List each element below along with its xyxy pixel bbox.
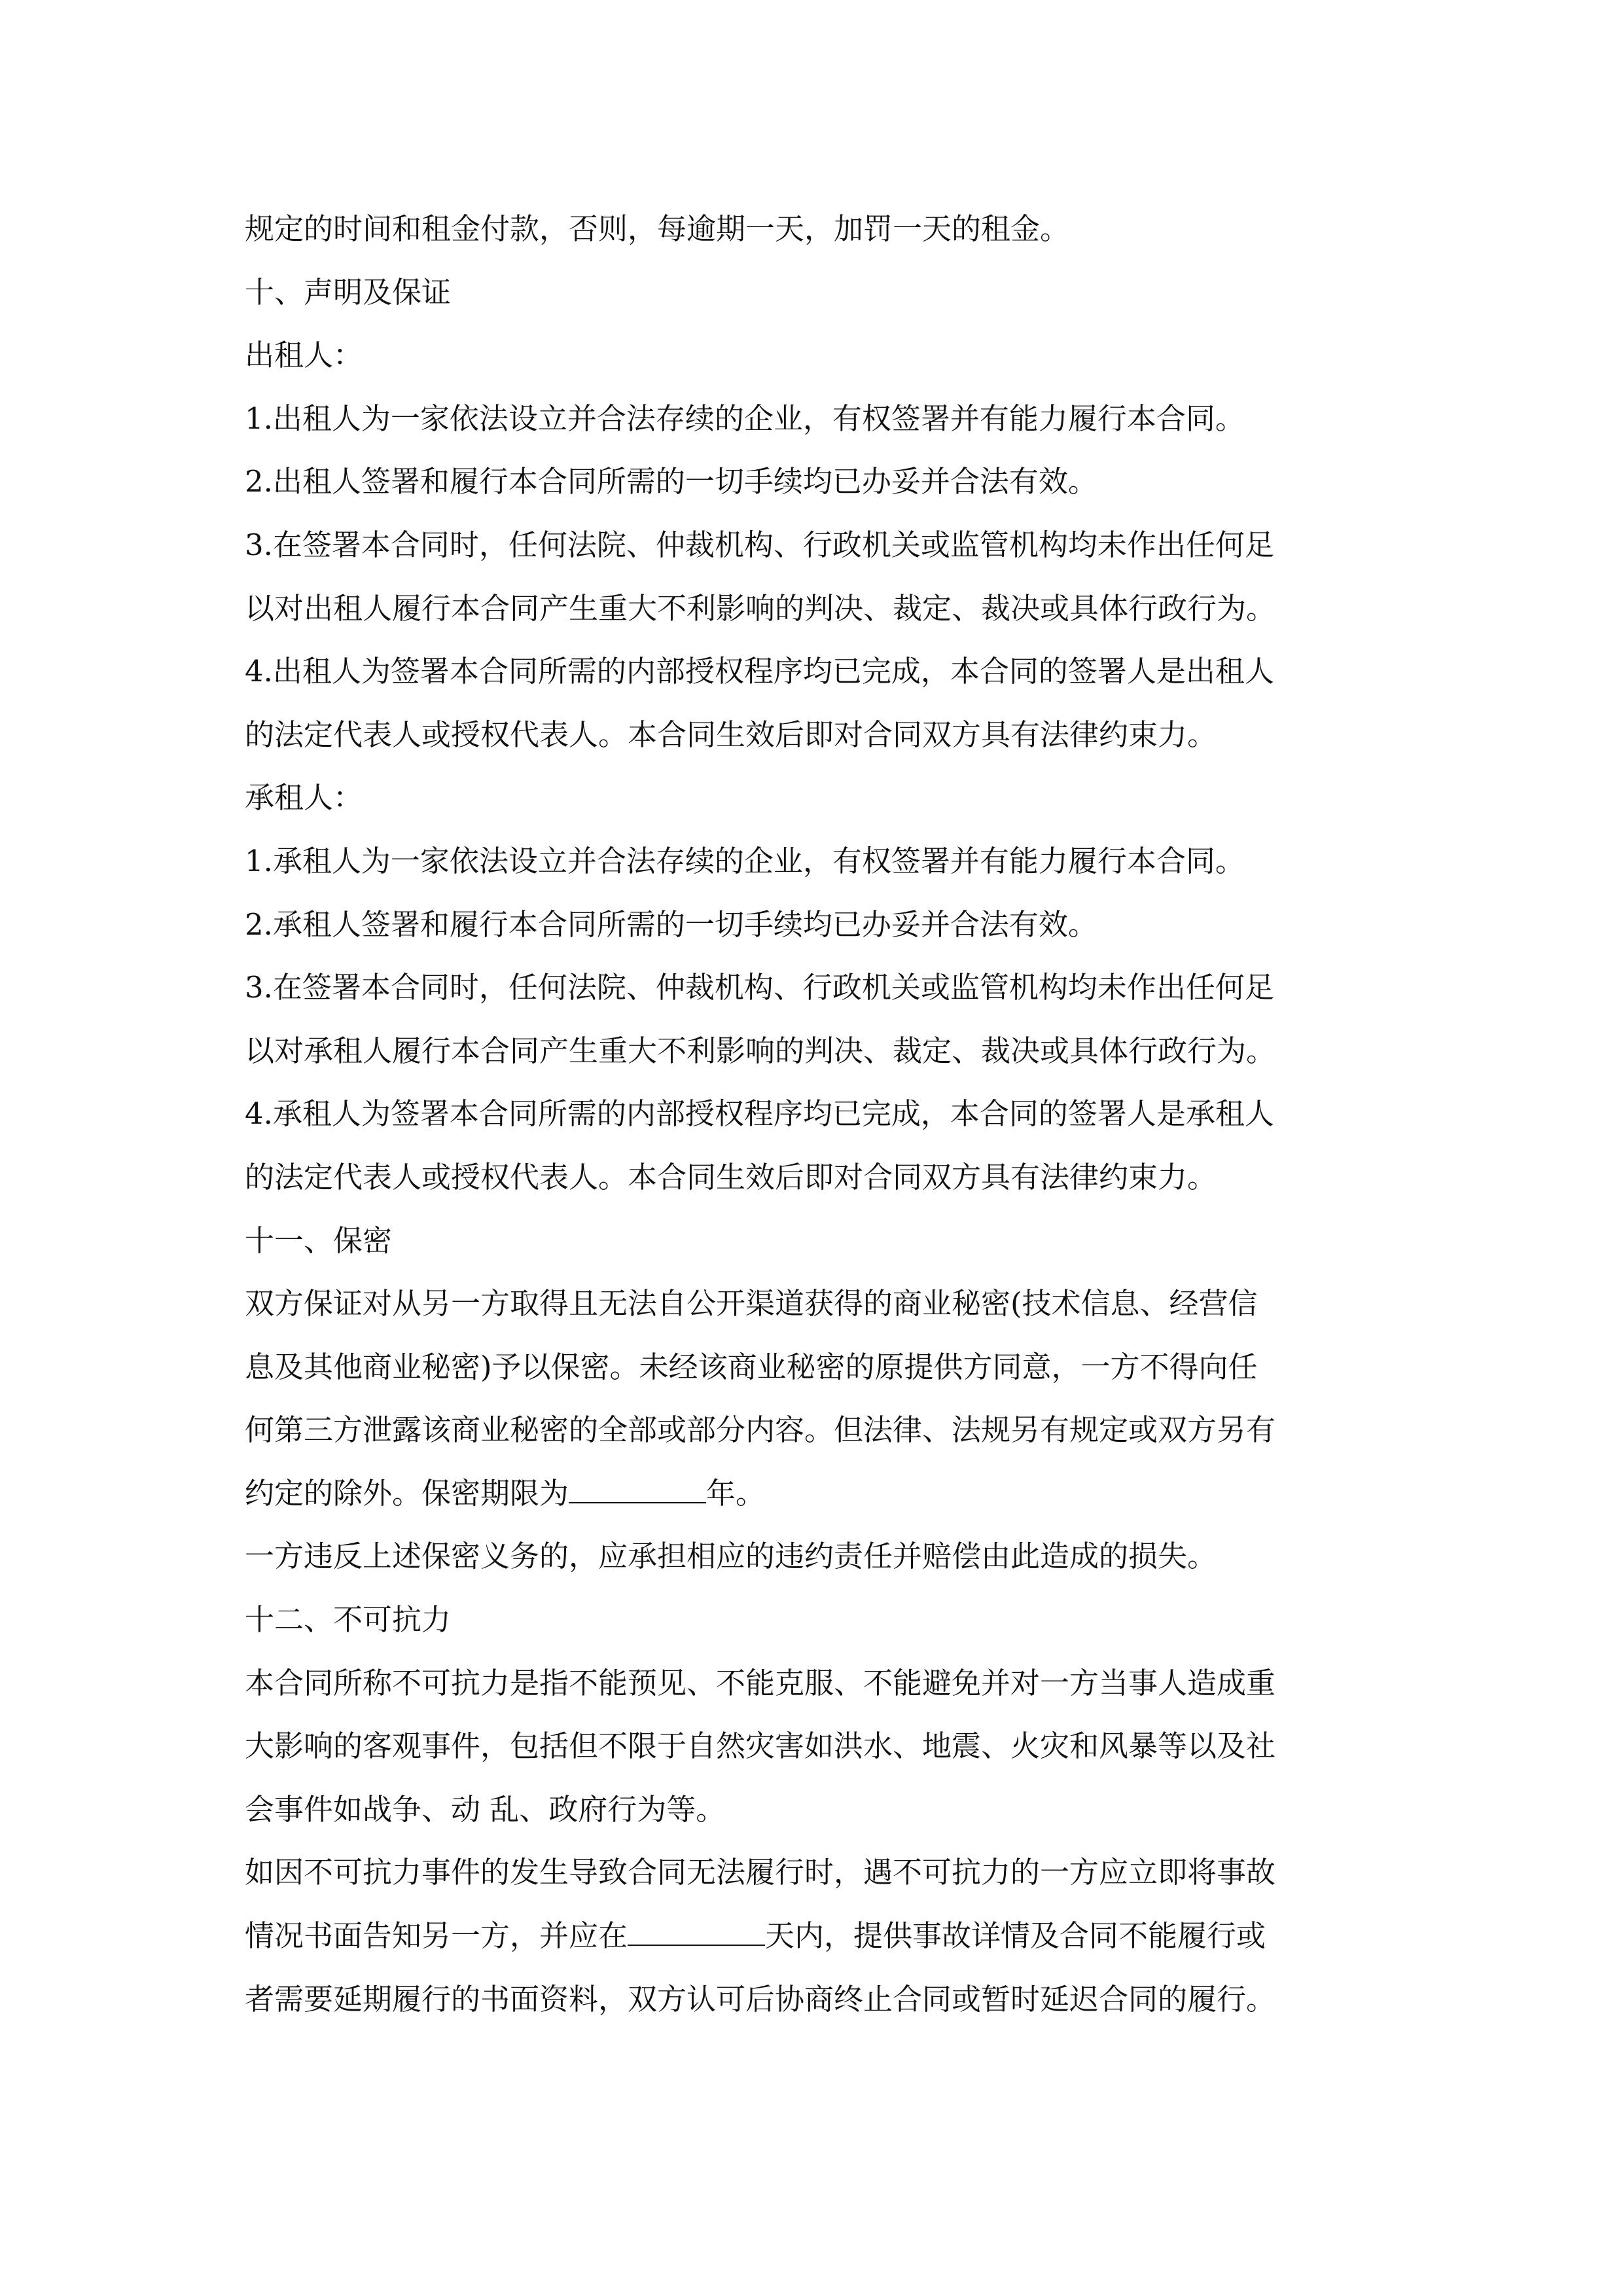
text-line: 本合同所称不可抗力是指不能预见、不能克服、不能避免并对一方当事人造成重 <box>245 1665 1276 1700</box>
text-line: 1.出租人为一家依法设立并合法存续的企业，有权签署并有能力履行本合同。 <box>245 401 1245 436</box>
fill-in-blank <box>569 1476 706 1503</box>
text-line: 以对承租人履行本合同产生重大不利影响的判决、裁定、裁决或具体行政行为。 <box>245 1033 1276 1068</box>
text-line: 一方违反上述保密义务的，应承担相应的违约责任并赔偿由此造成的损失。 <box>245 1539 1217 1574</box>
lessee-label: 承租人： <box>245 780 363 816</box>
text-line: 的法定代表人或授权代表人。本合同生效后即对合同双方具有法律约束力。 <box>245 717 1217 752</box>
text-line: 1.承租人为一家依法设立并合法存续的企业，有权签署并有能力履行本合同。 <box>245 843 1245 878</box>
document-body <box>245 198 1410 2031</box>
text-line: 4.承租人为签署本合同所需的内部授权程序均已完成，本合同的签署人是承租人 <box>245 1096 1274 1132</box>
text-line: 何第三方泄露该商业秘密的全部或部分内容。但法律、法规另有规定或双方另有 <box>245 1412 1276 1448</box>
text-line: 规定的时间和租金付款，否则，每逾期一天，加罚一天的租金。 <box>245 211 1070 246</box>
text-line: 3.在签署本合同时，任何法院、仲裁机构、行政机关或监管机构均未作出任何足 <box>245 527 1274 562</box>
text-line: 会事件如战争、动 乱、政府行为等。 <box>245 1791 726 1827</box>
text-line: 的法定代表人或授权代表人。本合同生效后即对合同双方具有法律约束力。 <box>245 1159 1217 1194</box>
text-segment: 约定的除外。保密期限为 <box>245 1475 569 1511</box>
text-line: 者需要延期履行的书面资料，双方认可后协商终止合同或暂时延迟合同的履行。 <box>245 1981 1276 2017</box>
section-heading-10: 十、声明及保证 <box>245 274 452 310</box>
text-segment: 天内，提供事故详情及合同不能履行或 <box>765 1918 1266 1954</box>
confidentiality-term-line <box>245 1462 1410 1526</box>
section-heading-12: 十二、不可抗力 <box>245 1602 452 1638</box>
lessor-label: 出租人： <box>245 338 363 373</box>
fill-in-blank <box>628 1918 765 1946</box>
text-line: 如因不可抗力事件的发生导致合同无法履行时，遇不可抗力的一方应立即将事故 <box>245 1855 1276 1890</box>
text-line: 息及其他商业秘密)予以保密。未经该商业秘密的原提供方同意，一方不得向任 <box>245 1349 1258 1384</box>
text-line: 4.出租人为签署本合同所需的内部授权程序均已完成，本合同的签署人是出租人 <box>245 654 1274 689</box>
section-heading-11: 十一、保密 <box>245 1223 393 1258</box>
text-line: 双方保证对从另一方取得且无法自公开渠道获得的商业秘密(技术信息、经营信 <box>245 1286 1258 1321</box>
text-line: 以对出租人履行本合同产生重大不利影响的判决、裁定、裁决或具体行政行为。 <box>245 590 1276 626</box>
text-line: 3.在签署本合同时，任何法院、仲裁机构、行政机关或监管机构均未作出任何足 <box>245 970 1274 1005</box>
text-segment: 年。 <box>706 1475 766 1511</box>
text-line: 大影响的客观事件，包括但不限于自然灾害如洪水、地震、火灾和风暴等以及社 <box>245 1729 1276 1764</box>
text-segment: 情况书面告知另一方，并应在 <box>245 1918 628 1954</box>
text-line: 2.出租人签署和履行本合同所需的一切手续均已办妥并合法有效。 <box>245 464 1097 499</box>
text-line: 2.承租人签署和履行本合同所需的一切手续均已办妥并合法有效。 <box>245 906 1097 942</box>
notice-period-line <box>245 1905 1410 1968</box>
